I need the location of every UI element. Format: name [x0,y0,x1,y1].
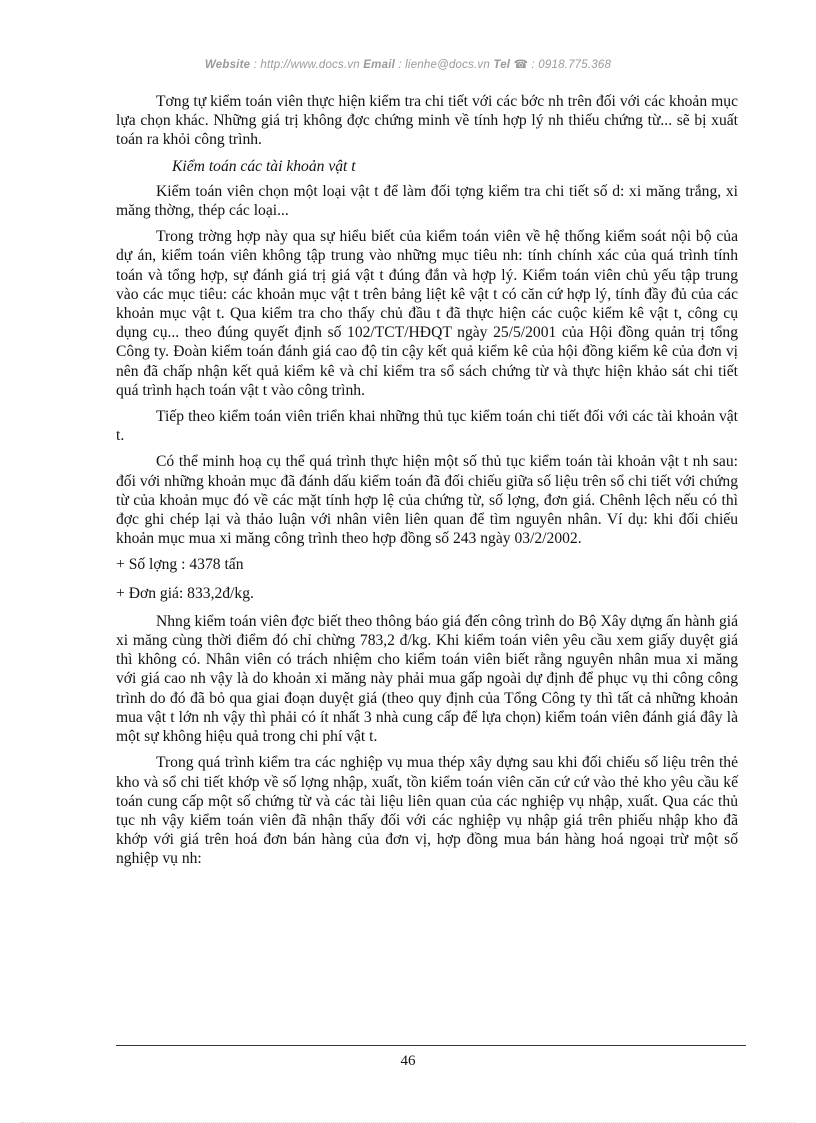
page-header [0,57,816,71]
document-body [116,92,738,869]
website-value: : http://www.docs.vn [253,59,360,71]
paragraph-3: Trong trờng hợp này qua sự hiểu biết của kiểm toán viên về hệ thống kiểm soát nội bộ của dự án, kiểm toán viên không tập trung vào những mục tiêu nh: tính chính xác của quá trình tính toán và tổng hợp, sự đánh giá trị giá vật t đúng đắn và hợp lý. Kiểm toán viên chủ yếu tập trung vào các mục tiêu: các khoản mục vật t trên bảng liệt kê vật t có căn cứ hợp lý, tính đầy đủ của các khoản mục vật t. Qua kiểm tra cho thấy chủ đầu t đã thực hiện các cuộc kiểm kê vật t, công cụ dụng cụ... theo đúng quyết định số 102/TCT/HĐQT ngày 25/5/2001 của Hội đồng quản trị tổng Công ty. Đoàn kiểm toán đánh giá cao độ tin cậy kết quả kiểm kê của hội đồng kiểm kê của đơn vị nên đã chấp nhận kết quả kiểm kê và chỉ kiểm tra sổ sách chứng từ và thực hiện khảo sát chi tiết quá trình hạch toán vật t vào công trình. [116,228,738,399]
paragraph-5: Có thể minh hoạ cụ thể quá trình thực hiện một số thủ tục kiểm toán tài khoản vật t nh sau: đối với những khoản mục đã đánh dấu kiểm toán đã đối chiếu giữa số liệu trên sổ chi tiết với chứng từ của khoản mục đó về các mặt tính hợp lệ của chứng từ, số lợng, đơn giá. Chênh lệch nếu có thì đợc ghi chép lại và thảo luận với nhân viên liên quan để tìm nguyên nhân. Ví dụ: khi đối chiếu khoản mục mua xi măng công trình theo hợp đồng số 243 ngày 03/2/2002. [116,453,738,548]
paragraph-1: Tơng tự kiểm toán viên thực hiện kiểm tra chi tiết với các bớc nh trên đối với các khoản mục lựa chọn khác. Những giá trị không đợc chứng minh về tính hợp lý nh thiếu chứng từ... sẽ bị xuất toán ra khỏi công trình. [116,93,738,149]
tel-label: Tel [493,59,511,71]
list-item-unit-price: + Đơn giá: 833,2đ/kg. [116,584,254,602]
list-item-quantity: + Số lợng : 4378 tấn [116,556,244,574]
paragraph-7: Trong quá trình kiểm tra các nghiệp vụ mua thép xây dựng sau khi đối chiếu số liệu trên thẻ kho và sổ chi tiết khớp về số lợng nhập, xuất, tồn kiểm toán viên căn cứ cứ vào thẻ kho yêu cầu kế toán cung cấp một số chứng từ và các tài liệu liên quan của các nghiệp vụ nhập, xuất. Qua các thủ tục nh vậy kiểm toán viên đã nhận thấy đối với các nghiệp vụ nhập giá trên phiếu nhập kho đã khớp với giá trên hoá đơn bán hàng của đơn vị, hợp đồng mua bán hàng hoá ngoại trừ một số nghiệp vụ nh: [116,754,738,868]
paragraph-2: Kiểm toán viên chọn một loại vật t để làm đối tợng kiểm tra chi tiết số d: xi măng trắng, xi măng thờng, thép các loại... [116,182,738,220]
email-value: : lienhe@docs.vn [398,59,490,71]
tel-value: ☎ : 0918.775.368 [513,59,612,71]
paragraph-6: Nhng kiểm toán viên đợc biết theo thông báo giá đến công trình do Bộ Xây dựng ấn hành giá xi măng cùng thời điểm đó chỉ chừng 783,2 đ/kg. Khi kiểm toán viên yêu cầu xem giấy duyệt giá thì không có. Nhân viên có trách nhiệm cho kiểm toán viên biết rằng nguyên nhân mua xi măng với giá cao nh vậy là do khoản xi măng này phải mua gấp ngoài dự định để phục vụ thi công công trình do đó đã bỏ qua giai đoạn duyệt giá (theo quy định của Tổng Công ty thì tất cả những khoản mua vật t lớn nh vậy thì phải có ít nhất 3 nhà cung cấp để lựa chọn) kiểm toán viên đánh giá đây là một sự không hiệu quả trong chi phí vật t. [116,612,738,746]
footer-divider [116,1045,746,1046]
email-label: Email [363,59,395,71]
section-heading: Kiểm toán các tài khoản vật t [172,157,356,175]
website-label: Website [204,59,251,71]
page-number: 46 [400,1053,416,1069]
paragraph-4: Tiếp theo kiểm toán viên triển khai những thủ tục kiểm toán chi tiết đối với các tài khoản vật t. [116,408,738,445]
